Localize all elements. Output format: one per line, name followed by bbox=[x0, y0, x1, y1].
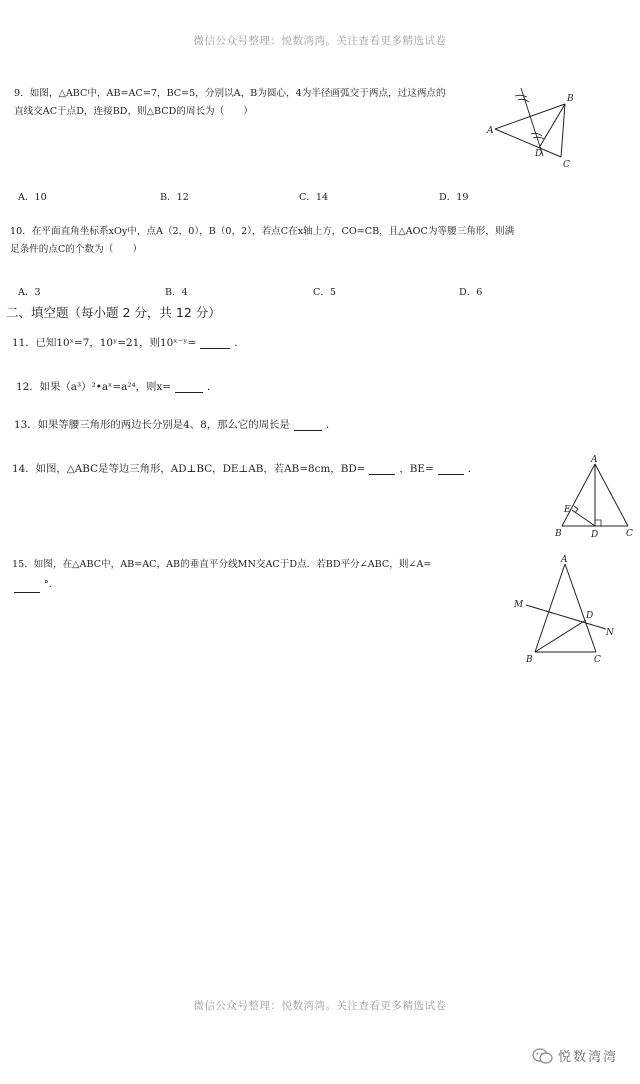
q10-option-c: C．5 bbox=[313, 287, 337, 298]
page-footer: 微信公众号整理：悦数湾湾。关注查看更多精选试卷 bbox=[193, 1000, 447, 1012]
q12-answer-blank[interactable] bbox=[175, 381, 203, 393]
q15-label-b: B bbox=[526, 655, 533, 665]
q14-label-c: C bbox=[626, 529, 633, 539]
q15-answer-blank[interactable] bbox=[14, 581, 40, 593]
q15-label-d: D bbox=[586, 611, 594, 621]
q15-line2 bbox=[14, 577, 52, 593]
q9-option-b: B．12 bbox=[160, 192, 189, 203]
q10-option-a: A．3 bbox=[18, 287, 41, 298]
q10-line1: 10．在平面直角坐标系xOy中，点A（2，0），B（0，2），若点C在x轴上方，CO=CB，且△AOC为等腰三角形，则满 bbox=[10, 226, 515, 237]
watermark-text: 悦数湾湾 bbox=[558, 1050, 619, 1065]
q10-line2: 足条件的点C的个数为（ ） bbox=[10, 244, 143, 255]
q9-line2: 直线交AC于点D，连接BD，则△BCD的周长为（ ） bbox=[14, 106, 254, 117]
q9-label-b: B bbox=[567, 94, 574, 104]
q12-text: 12．如果（a³）²•aˣ=a²⁴，则x= bbox=[16, 381, 172, 393]
q9-option-a: A．10 bbox=[18, 192, 47, 203]
q13-answer-blank[interactable] bbox=[294, 419, 322, 431]
wechat-icon bbox=[532, 1047, 554, 1065]
q14-label-a: A bbox=[591, 455, 598, 465]
q15-end: °. bbox=[44, 579, 52, 590]
q14-label-b: B bbox=[555, 529, 562, 539]
q9-label-c: C bbox=[563, 160, 570, 170]
q14-bd-blank[interactable] bbox=[369, 463, 395, 475]
watermark-logo bbox=[532, 1046, 618, 1065]
q14-label-e: E bbox=[564, 505, 571, 515]
q14-text: 14．如图，△ABC是等边三角形，AD⊥BC，DE⊥AB，若AB=8cm，BD= bbox=[12, 463, 366, 475]
q14 bbox=[12, 460, 478, 475]
q15-label-n: N bbox=[606, 628, 614, 638]
q14-figure bbox=[550, 452, 638, 542]
q11 bbox=[12, 334, 245, 349]
q15-label-a: A bbox=[561, 555, 568, 565]
q11-end: ． bbox=[234, 337, 245, 349]
q10-option-b: B．4 bbox=[165, 287, 188, 298]
q9-label-d: D bbox=[535, 149, 543, 159]
q9-line1: 9．如图，△ABC中，AB=AC=7，BC=5，分别以A，B为圆心，4为半径画弧交于两点，过这两点的 bbox=[14, 88, 446, 99]
q12 bbox=[16, 378, 217, 393]
q13 bbox=[14, 416, 336, 431]
q14-label-d: D bbox=[591, 530, 599, 540]
q13-end: ． bbox=[325, 419, 337, 431]
q14-end: ． bbox=[467, 463, 479, 475]
q15-label-m: M bbox=[514, 600, 524, 610]
q14-be-blank[interactable] bbox=[438, 463, 464, 475]
q11-text: 11．已知10ˣ=7，10ʸ=21，则10ˣ⁻ʸ= bbox=[12, 337, 197, 349]
page-header: 微信公众号整理：悦数湾湾。关注查看更多精选试卷 bbox=[193, 35, 447, 47]
q9-option-c: C．14 bbox=[299, 192, 329, 203]
section-title: 二、填空题（每小题 2 分，共 12 分） bbox=[6, 305, 221, 320]
q9-option-d: D．19 bbox=[439, 192, 469, 203]
q15-line1: 15．如图，在△ABC中，AB=AC，AB的垂直平分线MN交AC于D点．若BD平分∠ABC，则∠A= bbox=[12, 559, 432, 570]
q10-option-d: D．6 bbox=[459, 287, 483, 298]
q9-label-a: A bbox=[487, 126, 494, 136]
q9-figure bbox=[485, 84, 585, 170]
q15-label-c: C bbox=[594, 655, 601, 665]
q15-figure bbox=[508, 552, 620, 670]
q12-end: ． bbox=[207, 381, 218, 393]
q14-text-mid: ，BE= bbox=[399, 463, 434, 475]
q13-text: 13．如果等腰三角形的两边长分别是4、8，那么它的周长是 bbox=[14, 419, 290, 431]
q11-answer-blank[interactable] bbox=[200, 337, 230, 349]
